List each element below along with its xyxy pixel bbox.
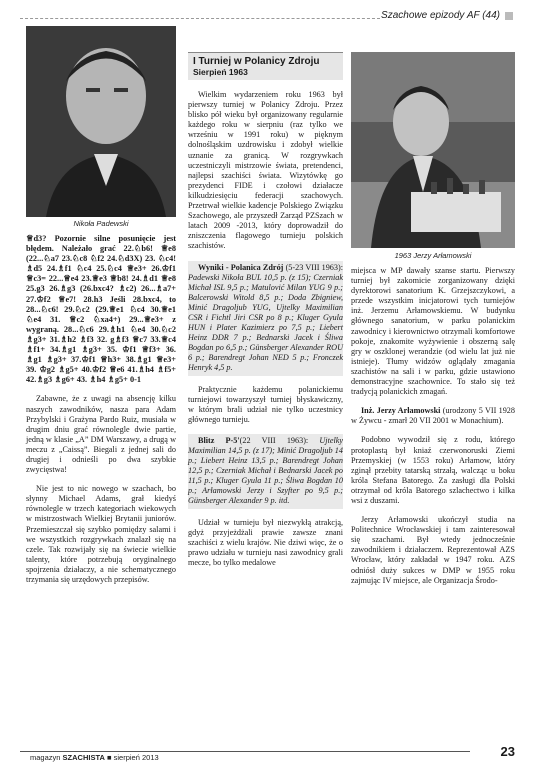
results-1-body: Padewski Nikoła BUL 10,5 p. (z 15); Czerniak Michał ISL 9,5 p.; Matulović Milan YUG 9 p.; Balcerowski Witold 8,5 p.; Doda Zbigniew, Minić Dragoljub YUG, Ujtelky Maximilian CSR i Fichtl Jiri CSR po 8 p.; Kluger Gyula HUN i Plater Kazimierz po 7,5 p.; Liebert Heinz DDR 7 p.; Bednarski Jacek i Śliwa Bogdan po 6,5 p.; Günsberger Alexander ROU 6 p.; Barendregt Johan NED 5 p.; Fronczek Henryk 4,5 p. <box>188 272 343 373</box>
footer-brand: SZACHISTA <box>62 753 105 762</box>
middle-column <box>188 52 343 568</box>
results-box-1 <box>188 261 343 376</box>
results-2-body: Ujtelky Maximilian 14,5 p. (z 17); Minić Dragoljub 14 p.; Liebert Heinz 13,5 p.; Barendregt Johan 12,5 p.; Czerniak Michał i Bednarski Jacek po 11,5 p.; Kluger Gyula 11 p.; Śliwa Bogdan 10 p.; Arłamowski Jerzy i Szyfter po 9,5 p.; Günsberger Alexander 9 p. itd. <box>188 435 344 506</box>
header-title: Szachowe epizody AF (44) <box>381 10 500 21</box>
left-paragraph-2: Nie jest to nic nowego w szachach, bo słynny Michael Adams, grał kiedyś równolegle w trzech kategoriach wiekowych w mistrzostwach Wielkiej Brytanii juniorów. Przemieszczał się szybko pomiędzy salami i we wszystkich rozgrywkach znalazł się na czele. Tak rozwijały się na świecie wielkie talenty, które potrzebują oryginalnego spojrzenia działaczy, a nie schematycznego trzymania się urzędowych przepisów. <box>26 484 176 584</box>
middle-paragraph-2: Praktycznie każdemu polanickiemu turniejowi towarzyszył turniej błyskawiczny, w którym brali udział nie tylko uczestnicy głównego turnieju. <box>188 384 343 424</box>
footer-separator: ■ <box>107 753 112 762</box>
header-rule <box>20 18 380 20</box>
photo-caption-right: 1963 Jerzy Arłamowski <box>394 251 472 260</box>
right-paragraph-3: Jerzy Arłamowski ukończył studia na Politechnice Wrocławskiej i tam zainteresował się szachami. Był wtedy jednocześnie zawodnikiem i działaczem. Reprezentował AZS Wrocław, który zakładał w 1947 roku. AZS odniósł duży sukces w DMP w 1955 roku zajmując IV miejsce, ale Organizacja Środo- <box>351 515 515 585</box>
article-title: I Turniej w Polanicy Zdroju <box>193 56 320 67</box>
header-square-icon <box>505 12 513 20</box>
results-2-date: (22 VIII 1963): <box>239 435 309 445</box>
results-2-head: Blitz P-5' <box>198 435 240 445</box>
running-header <box>381 10 513 21</box>
photo-arlamowski <box>351 52 515 248</box>
article-subtitle: Sierpień 1963 <box>193 67 248 77</box>
footer-magazine: magazyn <box>30 753 61 762</box>
results-1-date: (5-23 VIII 1963): <box>285 262 343 272</box>
footer <box>30 753 159 762</box>
right-column <box>351 266 515 586</box>
page-number: 23 <box>500 744 515 759</box>
bio-body: (urodzony 5 VII 1928 w Żywcu - zmarł 20 VII 2001 w Monachium). <box>351 406 515 426</box>
left-column <box>26 234 176 585</box>
results-box-2 <box>188 434 343 509</box>
results-1-head: Wyniki - Polanica Zdrój <box>198 262 284 272</box>
footer-issue: sierpień 2013 <box>113 753 159 762</box>
photo-caption-left: Nikoła Padewski <box>73 219 129 228</box>
right-paragraph-1: miejsca w MP dawały szanse startu. Pierwszy turniej był zakomicie zorganizowany dzięki dyrektorowi sanatorium K. Grzejszczykowi, a przede wszystkim inicjatorowi tych turniejów inż. Jerzemu Arłamowskiemu. W budynku głównego sanatorium, w parku polanickim zawodnicy i kierownictwo otrzymali komfortowe pokoje, znakomite wyżywienie i obszerną salę gry w oszklonej werandzie (od wielu lat już nie istnieje). Tłumy widzów oglądały zmagania szachistów na sali i w parku, gdzie ustawiono demonstracyjne szachownice. To stało się też tradycją polanickich zmagań. <box>351 266 515 397</box>
game-moves: ♕d3? Pozornie silne posunięcie jest błędem. Należało grać 22.♘b6! ♕e8 (22...♘a7 23.♘c8 ♘f2 24.♘d3X) 23. ♘c4! ♗d5 24.♗f1 ♘c4 25.♘c4 ♕e3+ 26.♔f1 ♕c3= 22...♕e4 23.♕e3 ♕b8! 24.♗d1 ♕e8 25.g3 26.♗g3 (26.bxc4? ♗c2) 26...♗a7+ 27.♔f2 ♕e7! 28.h3 Jeśli 28.bxc4, to 28...♘c6! 29.♘c2 (29.♕e1 ♘c4 30.♕e1 ♘e4 31. ♕c2 ♘xa4+) 29...♕e3+ z wygraną. 28...♘c6 29.♗h1 ♘e4 30.♘c2 ♗g3+ 31.♗h2 ♗f3 32. g♗f3 ♕c7 33.♕c4 ♗f1+ 34.♗g1 ♗g3+ 35. ♔f1 ♕f3+ 36. ♗g1 ♗g3+ 37.♔f1 ♕h3+ 38.♗g1 ♕e3+ 39. ♔g2 ♗g5+ 40.♔f2 ♕e6 41.♗h4 ♗f5+ 42.♗g3 ♗g6+ 43. ♗h4 ♗g5+ 0-1 <box>26 234 176 385</box>
article-title-box <box>188 52 343 80</box>
right-paragraph-2: Podobno wywodził się z rodu, którego protoplastą był kniaź czerwonoruski Ziemi Przemyskiej (w 1553 roku) Arłamow, który zginął przebity tatarską strzałą, walcząc u boku króla Stefana Batorego. Za zasługi dla Polski otrzymał od króla Batorego szlachectwo i kilka wsi z duszami. <box>351 435 515 505</box>
middle-paragraph-1: Wielkim wydarzeniem roku 1963 był pierwszy turniej w Polanicy Zdroju. Przez blisko pół wieku był organizowany regularnie każdego roku w sierpniu (raz tylko we wrześniu w 1991 roku) w pięknym dolnośląskim uzdrowisku i zdobył wielkie uznanie za granicą. W rozgrywkach uczestniczyli mistrzowie świata, pretendenci, najlepsi szachiści świata. Wizytówkę go prezydenci FIDE i czołowi działacze kilkudziesięciu federacji szachowych. Przetrwał wielkie kadencje Polskiego Związku Szachowego, ale przyszedł Zarząd PZSzach w latach 2009 -2013, który doprowadził do zniszczenia flagowego turnieju polskich szachistów. <box>188 90 343 251</box>
footer-rule <box>20 751 470 752</box>
bio-head: Inż. Jerzy Arłamowski <box>361 406 441 416</box>
middle-paragraph-3: Udział w turnieju był niezwykłą atrakcją, gdyż przyjeżdżali prawie zawsze znani szachiści z wielu krajów. Nie dziwi więc, że o prawo udziału w turnieju nasi zawodnicy grali mecze, bo tylko medalowe <box>188 517 343 567</box>
left-paragraph-1: Zabawne, że z uwagi na absencję kilku naszych zawodników, nasza para Adam Przybylski i Grażyna Pardo Ruiz, musiała w drugim dniu grać równolegle dwie partie, jedną w klasie „A” DM Warszawy, a drugą w meczu z „Caissą”. Biegali z jednej sali do drugiej i odnieśli po dwa szybkie zwycięstwa! <box>26 394 176 475</box>
photo-padewski <box>26 26 176 217</box>
